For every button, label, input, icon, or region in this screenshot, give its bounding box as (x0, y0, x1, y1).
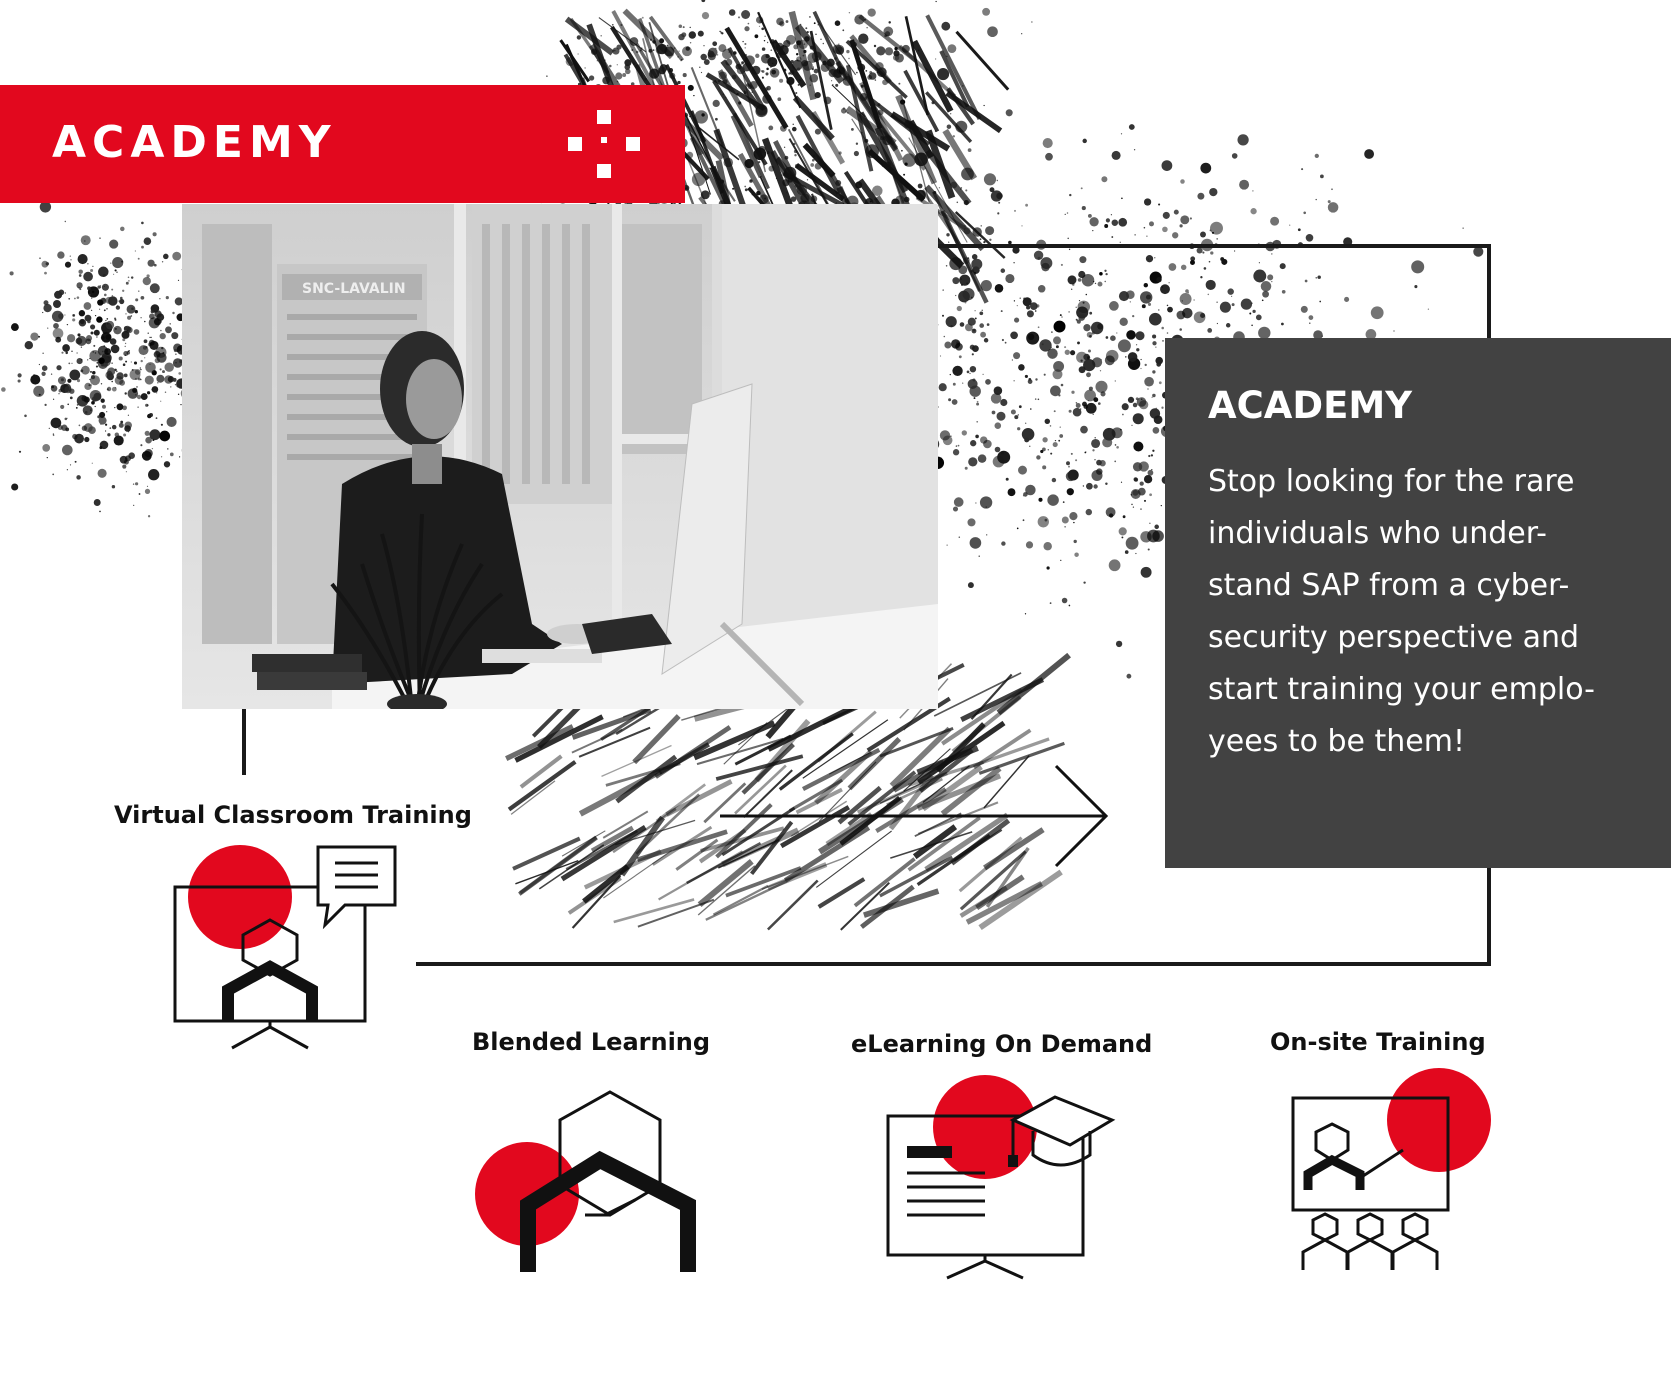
frame-line-left (242, 709, 246, 775)
woman-at-desk-photo-icon (182, 204, 938, 709)
label-blended-learning: Blended Learning (472, 1028, 711, 1056)
onsite-training-icon (1290, 1068, 1500, 1273)
office-photo (182, 204, 938, 709)
label-virtual-classroom: Virtual Classroom Training (114, 801, 472, 829)
frame-line-top (938, 244, 1491, 248)
info-line: start training your emplo- (1208, 672, 1595, 707)
info-line: yees to be them! (1208, 724, 1466, 759)
info-title: ACADEMY (1208, 384, 1413, 427)
cross-dots-logo-icon (568, 110, 640, 178)
academy-banner (0, 85, 685, 203)
elearning-icon (885, 1075, 1115, 1280)
info-body (1208, 456, 1628, 768)
info-line: individuals who under- (1208, 516, 1547, 551)
virtual-classroom-icon (170, 845, 400, 1050)
label-elearning: eLearning On Demand (851, 1030, 1153, 1058)
blended-learning-icon (475, 1090, 695, 1275)
info-line: Stop looking for the rare (1208, 464, 1575, 499)
label-onsite-training: On-site Training (1270, 1028, 1486, 1056)
building-sign: SNC-LAVALIN (302, 281, 406, 297)
info-line: security perspective and (1208, 620, 1580, 655)
academy-info-box (1165, 338, 1671, 868)
frame-line-bottom (416, 962, 1491, 966)
info-line: stand SAP from a cyber- (1208, 568, 1570, 603)
banner-title: ACADEMY (52, 117, 337, 168)
arrow-right-icon (720, 760, 1110, 870)
